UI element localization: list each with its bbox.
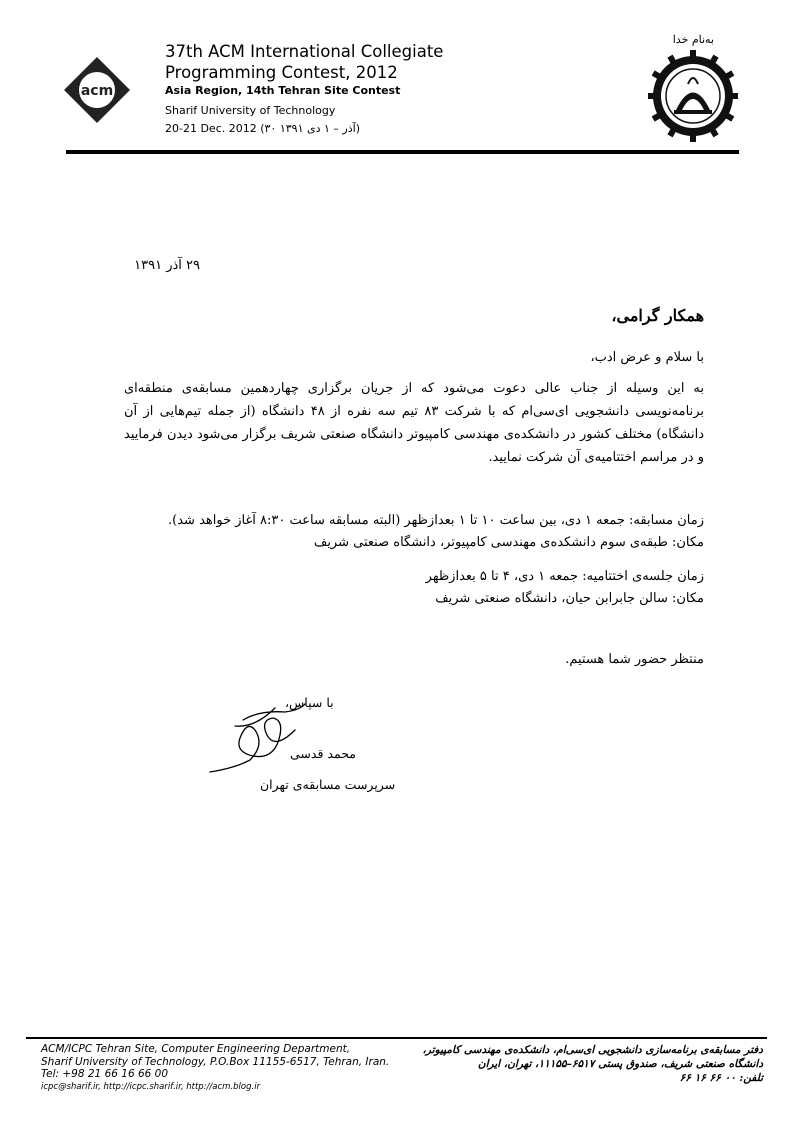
acm-logo-text: acm xyxy=(80,83,114,99)
ceremony-time: زمان جلسه‌ی اختتامیه: جمعه ۱ دی، ۴ تا ۵ بعدازظهر xyxy=(425,569,704,584)
contest-info xyxy=(168,510,704,554)
closing-line: منتظر حضور شما هستیم. xyxy=(565,652,704,667)
footer-fa-line3: تلفن: ۰۰ ۶۶ ۱۶ ۶۶ xyxy=(679,1072,763,1084)
header-university: Sharif University of Technology xyxy=(165,104,336,117)
sharif-university-logo xyxy=(648,50,738,142)
ceremony-info xyxy=(426,566,704,610)
thanks: با سپاس، xyxy=(285,695,334,710)
handwritten-signature xyxy=(205,690,315,780)
header-region: Asia Region, 14th Tehran Site Contest xyxy=(165,84,401,97)
invitation-paragraph: به این وسیله از جناب عالی دعوت می‌شود که از جریان برگزاری چهاردهمین مسابقه‌ی منطقه‌ای برنامه‌نویسی دانشجویی ای‌سی‌ام که با شرکت ۸۳ تیم سه نفره از ۴۸ دانشگاه (از جمله تیم‌هایی از آن دانشگاه) مختلف کشور در دانشکده‌ی مهندسی کامپیوتر دانشگاه صنعتی شریف برگزار می‌شود دیدن فرمایید و در مراسم اختتامیه‌ی آن شرکت نمایید. xyxy=(124,381,704,465)
footer-persian xyxy=(423,1043,763,1085)
header-title-line2: Programming Contest, 2012 xyxy=(165,63,398,82)
acm-logo xyxy=(62,55,132,125)
contest-place: مکان: طبقه‌ی سوم دانشکده‌ی مهندسی کامپیوتر، دانشگاه صنعتی شریف xyxy=(313,535,704,550)
ceremony-place: مکان: سالن جابرابن حیان، دانشگاه صنعتی شریف xyxy=(435,591,704,606)
footer-en-line1: ACM/ICPC Tehran Site, Computer Engineering Department, xyxy=(41,1043,351,1055)
header-divider xyxy=(66,150,739,154)
header-title xyxy=(165,41,443,83)
letter-date: ۲۹ آذر ۱۳۹۱ xyxy=(134,258,200,273)
salutation: همکار گرامی، xyxy=(611,306,704,325)
footer-en-line4: icpc@sharif.ir, http://icpc.sharif.ir, http://acm.blog.ir xyxy=(41,1081,261,1092)
footer-fa-line1: دفتر مسابقه‌ی برنامه‌سازی دانشجویی ای‌سی‌ام، دانشکده‌ی مهندسی کامپیوتر، xyxy=(422,1044,763,1056)
footer-en-line2: Sharif University of Technology, P.O.Box 11155-6517, Tehran, Iran. xyxy=(41,1055,390,1068)
contest-time: زمان مسابقه: جمعه ۱ دی، بین ساعت ۱۰ تا ۱ بعدازظهر (البته مسابقه ساعت ۸:۳۰ آغاز خواهد شد). xyxy=(168,513,704,528)
header-dates: 20-21 Dec. 2012 (۳۰ آذر – ۱ دی ۱۳۹۱) xyxy=(165,122,360,135)
footer-fa-line2: دانشگاه صنعتی شریف، صندوق پستی ۶۵۱۷–۱۱۱۵۵، تهران، ایران xyxy=(477,1058,763,1070)
greeting: با سلام و عرض ادب، xyxy=(590,350,704,365)
signer-name: محمد قدسی xyxy=(290,746,356,761)
header-title-line1: 37th ACM International Collegiate xyxy=(165,42,444,61)
signer-role: سرپرست مسابقه‌ی تهران xyxy=(260,777,396,792)
besmellah: به‌نام خدا xyxy=(672,33,714,46)
footer-en-line3: Tel: +98 21 66 16 66 00 xyxy=(41,1068,169,1080)
footer-divider xyxy=(26,1037,767,1039)
footer-english xyxy=(41,1043,389,1093)
